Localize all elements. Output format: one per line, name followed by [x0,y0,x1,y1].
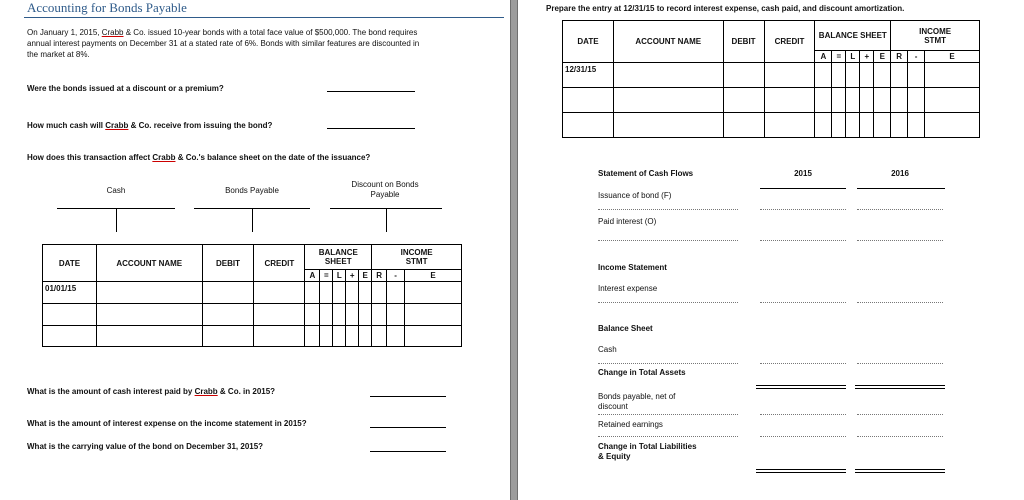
equation-a: A [305,270,320,282]
t-account-cash-divider [116,208,117,232]
col-credit-header: CREDIT [764,21,815,63]
t-account-bonds-divider [252,208,253,232]
journal-cell[interactable] [320,282,333,304]
equation-minus: - [908,51,925,63]
equation-r: R [891,51,908,63]
journal-cell[interactable] [333,282,346,304]
question-interest-expense: What is the amount of interest expense on the income statement in 2015? [27,419,307,428]
paid-interest-label: Paid interest (O) [598,217,657,226]
answer-line[interactable] [370,451,446,452]
total-liab-2015-double-rule [756,469,846,473]
journal-cell[interactable] [764,63,815,88]
journal-cell[interactable] [860,63,874,88]
equation-minus: - [387,270,405,282]
entry-heading: Prepare the entry at 12/31/15 to record interest expense, cash paid, and discount amortization. [546,4,905,13]
year-2016-rule [857,188,945,189]
journal-cell[interactable] [96,282,202,304]
journal-table-issuance [42,244,462,347]
journal-row-date: 12/31/15 [563,63,614,88]
col-debit-header: DEBIT [723,21,764,63]
cash-label: Cash [598,345,617,354]
question-discount-premium: Were the bonds issued at a discount or a premium? [27,84,224,93]
issuance-of-bond-label: Issuance of bond (F) [598,191,672,200]
answer-line[interactable] [327,128,415,129]
equation-e2: E [405,270,462,282]
t-account-bonds-payable-label: Bonds Payable [225,186,279,195]
col-account-header: ACCOUNT NAME [96,245,202,282]
col-credit-header: CREDIT [254,245,305,282]
change-total-assets-label: Change in Total Assets [598,368,686,377]
journal-cell[interactable] [346,282,359,304]
col-date-header: DATE [43,245,97,282]
equation-l: L [846,51,860,63]
journal-table-year-end [562,20,980,138]
col-date-header: DATE [563,21,614,63]
journal-cell[interactable] [832,63,846,88]
total-assets-2015-double-rule [756,385,846,389]
journal-cell[interactable] [359,282,372,304]
equation-e: E [359,270,372,282]
journal-cell[interactable] [405,282,462,304]
equation-a: A [815,51,832,63]
journal-cell[interactable] [613,63,723,88]
total-assets-2016-double-rule [855,385,945,389]
journal-cell[interactable] [908,63,925,88]
answer-line[interactable] [327,91,415,92]
right-worksheet-page [518,0,1024,500]
col-account-header: ACCOUNT NAME [613,21,723,63]
journal-cell[interactable] [202,282,254,304]
question-balance-sheet-effect: How does this transaction affect Crabb & Co.'s balance sheet on the date of the issuance? [27,153,371,162]
equation-equals: = [832,51,846,63]
income-stmt-header: INCOME STMT [372,245,462,270]
equation-plus: + [860,51,874,63]
journal-cell[interactable] [891,63,908,88]
journal-cell[interactable] [925,63,980,88]
year-2015-header: 2015 [794,169,812,178]
change-total-liabilities-equity-label: Change in Total Liabilities & Equity [598,442,697,461]
title-rule [24,17,504,18]
journal-cell[interactable] [372,282,387,304]
balance-sheet-header: BALANCE SHEET [305,245,372,270]
total-liab-2016-double-rule [855,469,945,473]
journal-cell[interactable] [254,282,305,304]
t-account-cash-label: Cash [106,186,126,195]
equation-l: L [333,270,346,282]
journal-cell[interactable] [874,63,891,88]
year-2015-rule [760,188,846,189]
journal-cell[interactable] [815,63,832,88]
interest-expense-label: Interest expense [598,284,658,293]
journal-cell[interactable] [387,282,405,304]
statement-cash-flows-heading: Statement of Cash Flows [598,169,694,178]
intro-paragraph: On January 1, 2015, Crabb & Co. issued 10-year bonds with a total face value of $500,000. The bond requires annual interest payments on December 31 at a stated rate of 6%. Bonds with similar features are discounted in the market at 8%. [27,28,420,59]
income-stmt-header: INCOME STMT [891,21,980,51]
answer-line[interactable] [370,396,446,397]
bonds-payable-net-label: Bonds payable, net of discount [598,392,676,411]
page-gutter [510,0,518,500]
left-worksheet-page [0,0,510,500]
answer-line[interactable] [370,427,446,428]
col-debit-header: DEBIT [202,245,254,282]
journal-row-date: 01/01/15 [43,282,97,304]
t-account-discount-label: Discount on Bonds Payable [351,180,419,199]
equation-e: E [874,51,891,63]
retained-earnings-label: Retained earnings [598,420,663,429]
equation-e2: E [925,51,980,63]
journal-cell[interactable] [723,63,764,88]
page-title: Accounting for Bonds Payable [27,0,187,15]
year-2016-header: 2016 [891,169,909,178]
question-cash-interest: What is the amount of cash interest paid by Crabb & Co. in 2015? [27,387,276,396]
journal-cell[interactable] [305,282,320,304]
income-statement-heading: Income Statement [598,263,667,272]
balance-sheet-header: BALANCE SHEET [815,21,891,51]
equation-plus: + [346,270,359,282]
balance-sheet-heading: Balance Sheet [598,324,653,333]
question-carrying-value: What is the carrying value of the bond on December 31, 2015? [27,442,264,451]
t-account-discount-divider [386,208,387,232]
equation-equals: = [320,270,333,282]
journal-cell[interactable] [846,63,860,88]
equation-r: R [372,270,387,282]
question-cash-received: How much cash will Crabb & Co. receive from issuing the bond? [27,121,273,130]
